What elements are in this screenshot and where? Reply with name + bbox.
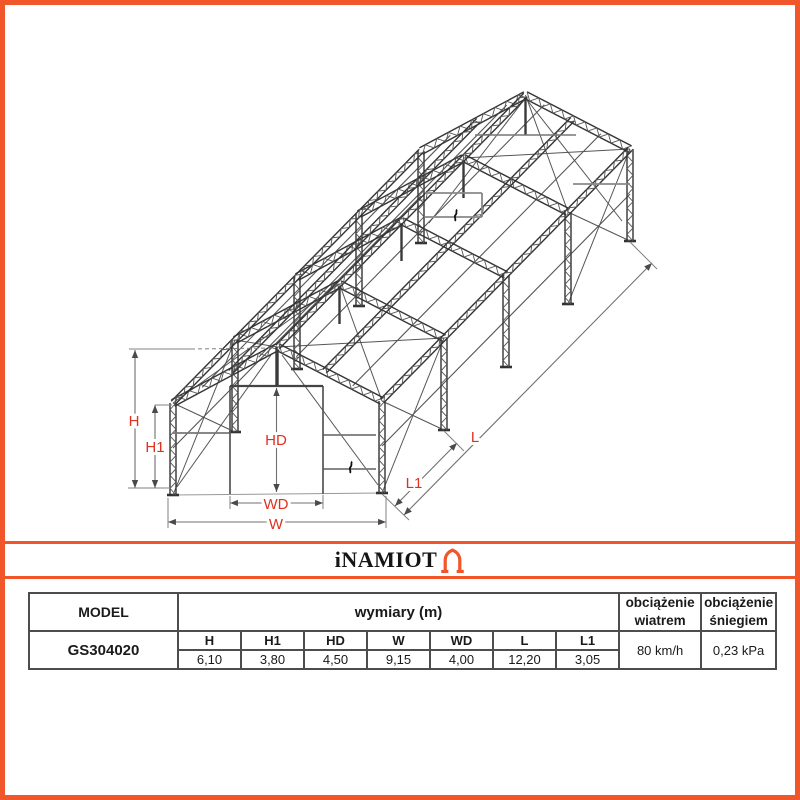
truss-lattice	[565, 212, 571, 304]
model-value: GS304020	[29, 631, 178, 669]
extension-dashed	[191, 348, 275, 349]
dimension-labels	[129, 413, 480, 533]
dim-key-wd: WD	[430, 631, 493, 650]
ground-line	[173, 493, 382, 495]
dim-value-l1: 3,05	[556, 650, 619, 669]
dim-key-l: L	[493, 631, 556, 650]
truss-lattice	[170, 403, 176, 495]
dim-label-wd: WD	[263, 496, 289, 513]
snow-load-header: obciążenie śniegiem	[701, 593, 776, 631]
brace-line	[173, 340, 235, 495]
tent-arch-icon	[440, 548, 465, 573]
purlin-line	[353, 134, 601, 386]
truss-lattice	[503, 275, 509, 367]
wind-load-value: 80 km/h	[619, 631, 701, 669]
dim-value-h1: 3,80	[241, 650, 304, 669]
brace-line	[382, 338, 444, 493]
brand-name: iNAMIOT	[334, 547, 438, 572]
spec-table	[28, 592, 777, 670]
truss-chord	[527, 92, 632, 146]
dim-key-l1: L1	[556, 631, 619, 650]
extension-line	[444, 431, 464, 451]
dim-key-h1: H1	[241, 631, 304, 650]
dimension-line	[395, 443, 457, 506]
dim-label-h: H	[128, 413, 140, 430]
truss-lattice	[441, 338, 447, 430]
dim-value-h: 6,10	[178, 650, 241, 669]
structure-lines	[128, 92, 657, 528]
truss-lattice	[627, 149, 633, 241]
dim-label-h1: H1	[145, 439, 165, 456]
snow-load-value: 0,23 kPa	[701, 631, 776, 669]
spec-table-wrap	[28, 592, 777, 670]
extension-line	[630, 242, 657, 269]
dim-label-hd: HD	[265, 432, 287, 449]
brand-bar	[5, 541, 795, 579]
dim-key-w: W	[367, 631, 430, 650]
dim-value-hd: 4,50	[304, 650, 367, 669]
truss-hall-isometric-drawing	[5, 5, 800, 541]
brace-line	[464, 149, 631, 158]
dim-label-l1: L1	[405, 475, 423, 492]
winch-handle-mark	[455, 210, 457, 222]
dim-label-l: L	[470, 429, 480, 446]
dim-key-h: H	[178, 631, 241, 650]
dim-value-w: 9,15	[367, 650, 430, 669]
purlin-line	[202, 135, 450, 387]
truss-chord	[175, 350, 280, 406]
dim-label-w: W	[268, 516, 284, 533]
brace-line	[177, 355, 271, 487]
dimensions-header: wymiary (m)	[178, 593, 619, 631]
winch-handle-mark	[350, 462, 352, 474]
brace-line	[568, 149, 630, 304]
dim-value-l: 12,20	[493, 650, 556, 669]
truss-lattice	[379, 401, 385, 493]
model-header: MODEL	[29, 593, 178, 631]
brace-line	[278, 338, 445, 347]
dim-value-wd: 4,00	[430, 650, 493, 669]
dim-key-hd: HD	[304, 631, 367, 650]
purlin-line	[259, 105, 507, 357]
wind-load-header: obciążenie wiatrem	[619, 593, 701, 631]
